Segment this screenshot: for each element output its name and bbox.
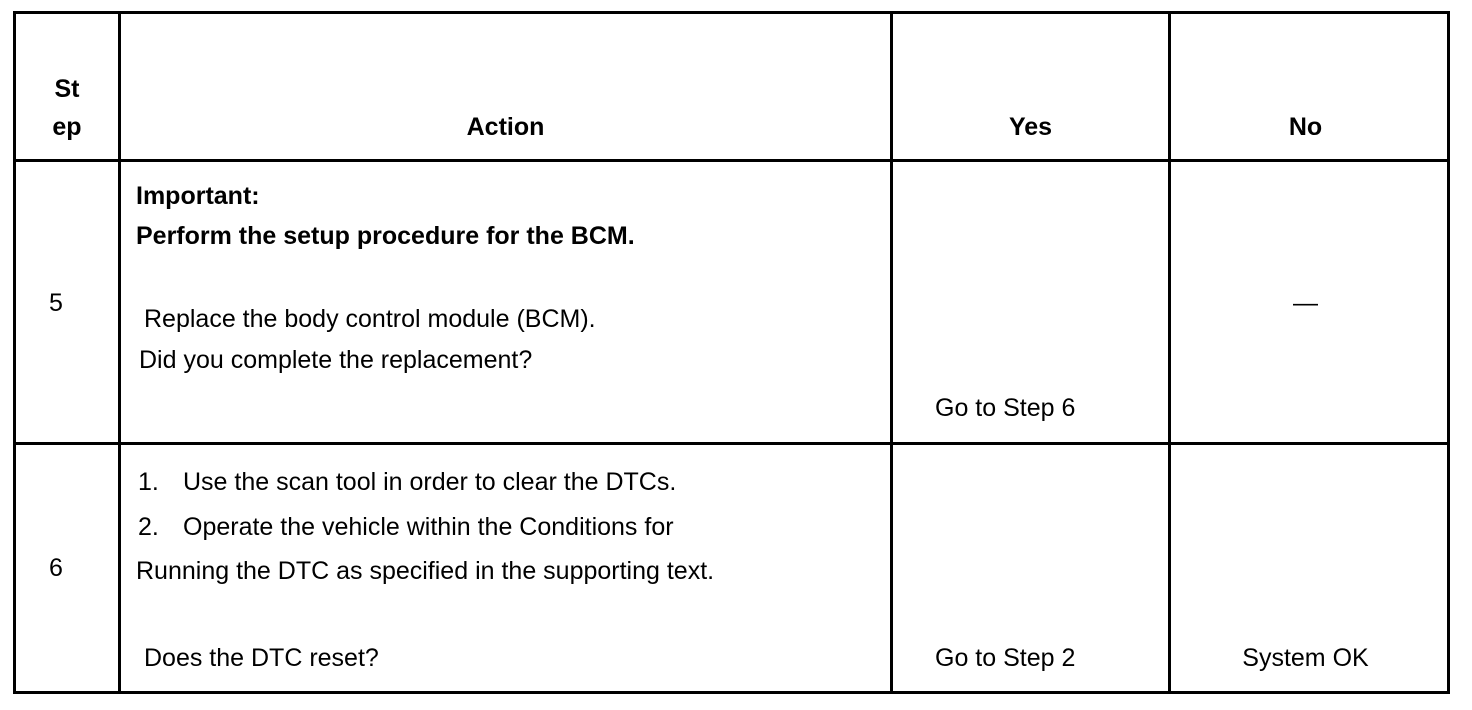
header-action: Action: [466, 113, 545, 141]
list-item-text: Operate the vehicle within the Conditions for: [183, 513, 674, 541]
list-item-number: 1.: [138, 468, 159, 496]
list-item-number: 2.: [138, 513, 159, 541]
yes-result: Go to Step 2: [935, 644, 1076, 672]
list-item-text: Use the scan tool in order to clear the DTCs.: [183, 468, 677, 496]
action-text: Replace the body control module (BCM).: [144, 305, 596, 333]
action-question: Does the DTC reset?: [144, 644, 379, 672]
yes-result: Go to Step 6: [935, 394, 1076, 422]
diagnostic-table: [13, 11, 1450, 694]
important-label: Important:: [136, 182, 260, 210]
row-divider: [16, 442, 1447, 445]
no-result: —: [1293, 289, 1318, 317]
header-step-line1: St: [54, 75, 80, 103]
row-divider: [16, 159, 1447, 162]
important-text: Perform the setup procedure for the BCM.: [136, 222, 635, 250]
action-question: Did you complete the replacement?: [139, 346, 533, 374]
list-item-continuation: Running the DTC as specified in the supporting text.: [136, 557, 715, 585]
step-number: 5: [49, 289, 63, 317]
step-number: 6: [49, 554, 63, 582]
header-no: No: [1288, 113, 1323, 141]
no-result: System OK: [1242, 644, 1369, 672]
header-step-line2: ep: [52, 113, 82, 141]
header-yes: Yes: [1008, 113, 1053, 141]
